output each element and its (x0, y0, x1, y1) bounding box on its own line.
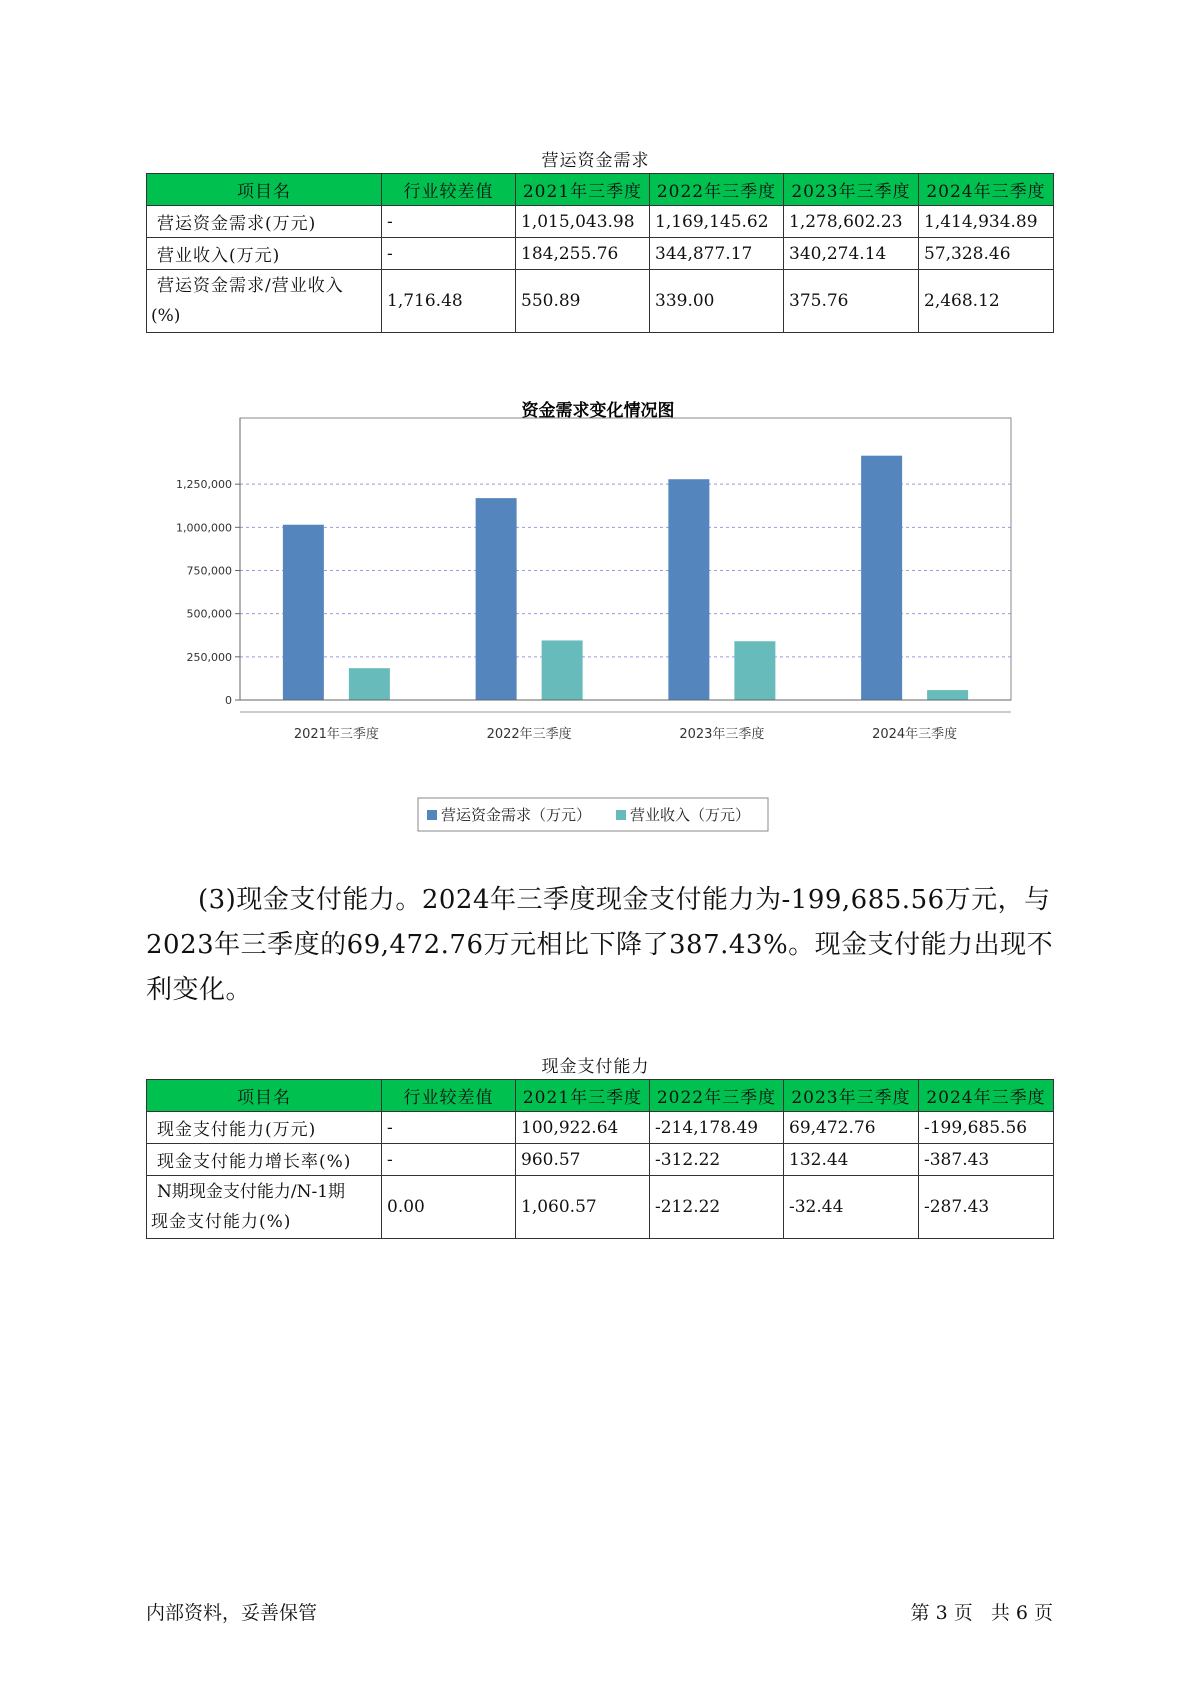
table-cell: 550.89 (516, 270, 650, 333)
table-cell: 339.00 (650, 270, 784, 333)
footer-confidential: 内部资料，妥善保管 (146, 1602, 318, 1624)
table-row (147, 238, 1054, 270)
row-label: 营业收入(万元) (147, 238, 382, 270)
table-cell: -32.44 (784, 1176, 919, 1239)
x-tick-label: 2024年三季度 (872, 727, 958, 742)
header-item-name: 项目名 (147, 1080, 382, 1112)
table-cell: 57,328.46 (919, 238, 1054, 270)
table-row (147, 206, 1054, 238)
header-2024q3: 2024年三季度 (919, 1080, 1054, 1112)
y-tick-label: 1,250,000 (176, 478, 232, 492)
header-2024q3: 2024年三季度 (919, 174, 1054, 206)
row-label: 营运资金需求(万元) (147, 206, 382, 238)
table-cell: 2,468.12 (919, 270, 1054, 333)
table1-caption: 营运资金需求 (541, 151, 650, 171)
table-cell: -212.22 (650, 1176, 784, 1239)
table-cell: 344,877.17 (650, 238, 784, 270)
y-tick-label: 500,000 (186, 607, 232, 621)
table-cell: 1,015,043.98 (516, 206, 650, 238)
bar-revenue (734, 641, 775, 700)
table-cell: 100,922.64 (516, 1112, 650, 1144)
bar-revenue (542, 640, 583, 700)
y-tick-label: 0 (225, 694, 232, 707)
table-row (147, 270, 1054, 333)
table-row (147, 1144, 1054, 1176)
table-cell: 375.76 (784, 270, 919, 333)
table-row (147, 1112, 1054, 1144)
legend-label: 营业收入（万元） (630, 806, 751, 824)
row-label-line2: (%) (151, 306, 181, 326)
table-cell: 184,255.76 (516, 238, 650, 270)
header-2022q3: 2022年三季度 (650, 174, 784, 206)
legend-swatch (616, 810, 626, 820)
table2-caption: 现金支付能力 (541, 1057, 650, 1077)
legend-swatch (427, 810, 437, 820)
row-label (147, 1176, 382, 1239)
table-header-row (147, 1080, 1054, 1112)
table-cell: 69,472.76 (784, 1112, 919, 1144)
table-cell: 1,169,145.62 (650, 206, 784, 238)
bar-revenue (349, 668, 390, 700)
table-cell: -214,178.49 (650, 1112, 784, 1144)
bar-revenue (927, 690, 968, 700)
legend-label: 营运资金需求（万元） (441, 806, 592, 824)
table-cell: -312.22 (650, 1144, 784, 1176)
x-tick-label: 2021年三季度 (293, 727, 379, 742)
table-cell: 1,716.48 (382, 270, 516, 333)
header-2021q3: 2021年三季度 (516, 1080, 650, 1112)
table-cell: -287.43 (919, 1176, 1054, 1239)
header-industry-diff: 行业较差值 (382, 1080, 516, 1112)
table-row (147, 1176, 1054, 1239)
table-header-row (147, 174, 1054, 206)
cash-payment-paragraph: (3)现金支付能力。2024年三季度现金支付能力为-199,685.56万元，与2023年三季度的69,472.76万元相比下降了387.43%。现金支付能力出现不利变化。 (146, 885, 1054, 1005)
row-label-line2: 现金支付能力(%) (151, 1212, 292, 1232)
capital-demand-chart (146, 386, 1026, 841)
table-cell: - (382, 238, 516, 270)
header-2023q3: 2023年三季度 (784, 174, 919, 206)
header-industry-diff: 行业较差值 (382, 174, 516, 206)
header-2021q3: 2021年三季度 (516, 174, 650, 206)
table-cell: 1,414,934.89 (919, 206, 1054, 238)
working-capital-table (146, 173, 1054, 333)
bar-working-capital (668, 479, 709, 700)
y-tick-label: 250,000 (186, 650, 232, 664)
bar-working-capital (283, 525, 324, 700)
footer-page-number: 第 3 页 共 6 页 (910, 1602, 1053, 1624)
row-label: 现金支付能力增长率(%) (147, 1144, 382, 1176)
bar-working-capital (861, 456, 902, 700)
table-cell: - (382, 206, 516, 238)
table-cell: - (382, 1112, 516, 1144)
y-tick-label: 750,000 (186, 564, 232, 578)
y-tick-label: 1,000,000 (176, 521, 232, 535)
table-cell: - (382, 1144, 516, 1176)
table-cell: -199,685.56 (919, 1112, 1054, 1144)
x-tick-label: 2023年三季度 (679, 727, 765, 742)
cash-payment-table (146, 1079, 1054, 1239)
table-cell: 1,278,602.23 (784, 206, 919, 238)
bar-working-capital (476, 498, 517, 700)
table-cell: 1,060.57 (516, 1176, 650, 1239)
header-2023q3: 2023年三季度 (784, 1080, 919, 1112)
chart-title: 资金需求变化情况图 (521, 401, 675, 421)
table-cell: -387.43 (919, 1144, 1054, 1176)
table-cell: 960.57 (516, 1144, 650, 1176)
table-cell: 340,274.14 (784, 238, 919, 270)
header-2022q3: 2022年三季度 (650, 1080, 784, 1112)
header-item-name: 项目名 (147, 174, 382, 206)
x-tick-label: 2022年三季度 (486, 727, 572, 742)
row-label-line1: N期现金支付能力/N-1期 (157, 1182, 346, 1202)
table-cell: 132.44 (784, 1144, 919, 1176)
row-label (147, 270, 382, 333)
row-label-line1: 营运资金需求/营业收入 (157, 276, 344, 296)
row-label: 现金支付能力(万元) (147, 1112, 382, 1144)
table-cell: 0.00 (382, 1176, 516, 1239)
